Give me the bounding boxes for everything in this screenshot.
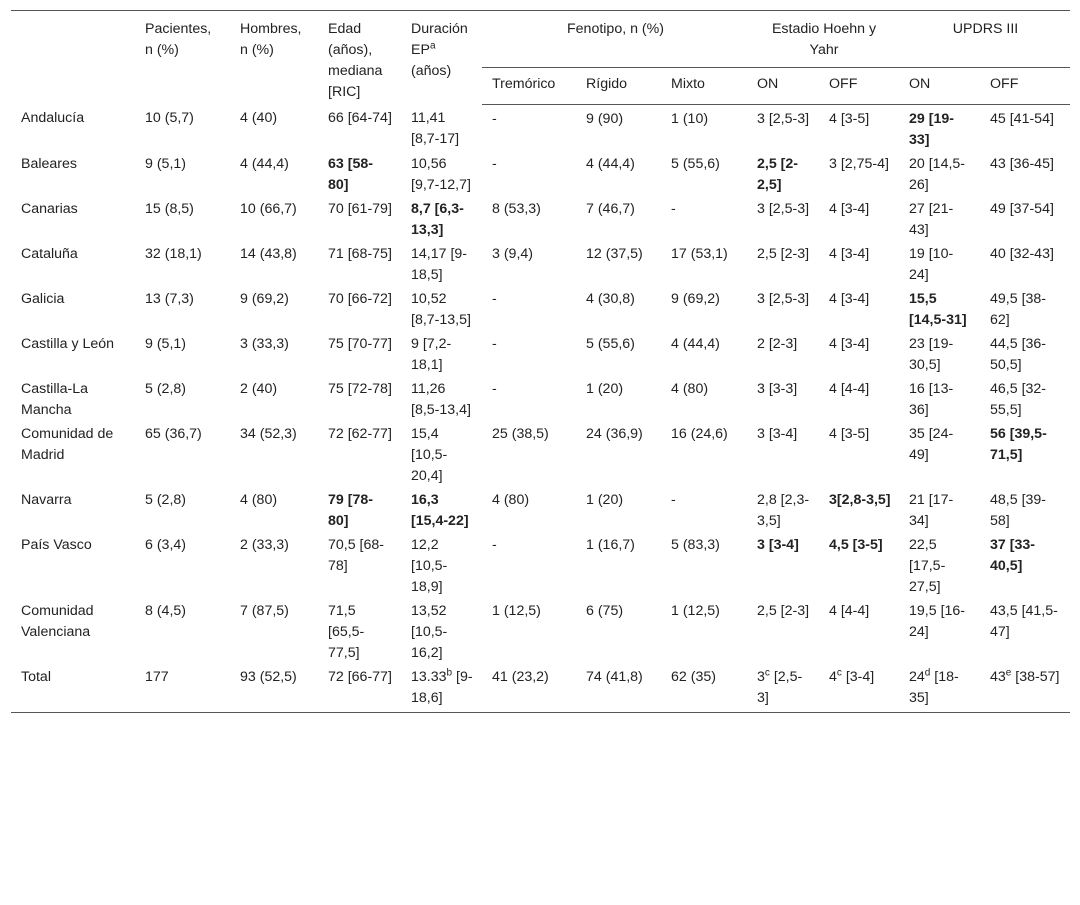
table-container bbox=[11, 10, 1070, 713]
cell-pacientes: 5 (2,8) bbox=[145, 380, 187, 397]
total-hy-on-value: 3 bbox=[757, 668, 765, 685]
cell-tremorico: - bbox=[492, 110, 497, 127]
cell-tremorico: - bbox=[492, 380, 497, 397]
cell-mixto: 4 (80) bbox=[671, 380, 709, 397]
table-row bbox=[11, 377, 1070, 422]
cell-region: Baleares bbox=[21, 155, 77, 172]
cell-hy-on: 2,5 [2-2,5] bbox=[757, 155, 799, 193]
cell-duracion: 16,3 [15,4-22] bbox=[411, 491, 469, 529]
header-pacientes: Pacientes, n (%) bbox=[145, 21, 212, 58]
cell-hombres: 93 (52,5) bbox=[240, 668, 297, 685]
cell-hy-off: 3[2,8-3,5] bbox=[829, 491, 891, 508]
cell-hy-off: 4 [3-5] bbox=[829, 425, 870, 442]
cell-updrs-on: 19 [10-24] bbox=[909, 245, 954, 283]
cell-hy-on: 3 [2,5-3] bbox=[757, 290, 810, 307]
cell-duracion: 15,4 [10,5-20,4] bbox=[411, 425, 448, 484]
cell-tremorico: 4 (80) bbox=[492, 491, 530, 508]
header-updrs-on: ON bbox=[899, 68, 980, 104]
cell-edad: 71,5 [65,5-77,5] bbox=[328, 602, 365, 661]
cell-tremorico: 41 (23,2) bbox=[492, 668, 549, 685]
cell-hombres: 9 (69,2) bbox=[240, 290, 289, 307]
cell-rigido: 24 (36,9) bbox=[586, 425, 643, 442]
cell-hy-on: 3 [3-4] bbox=[757, 536, 799, 553]
cell-hombres: 2 (40) bbox=[240, 380, 278, 397]
total-updrs-off-value: 43 bbox=[990, 668, 1006, 685]
footnote-e: e bbox=[1005, 666, 1012, 678]
cell-region: Castilla y León bbox=[21, 335, 115, 352]
header-hoehn-yahr: Estadio Hoehn y Yahr bbox=[747, 11, 899, 68]
table-row bbox=[11, 104, 1070, 152]
cell-updrs-off: 43,5 [41,5-47] bbox=[990, 602, 1058, 640]
table-row bbox=[11, 287, 1070, 332]
cell-pacientes: 10 (5,7) bbox=[145, 110, 194, 126]
cell-mixto: 5 (83,3) bbox=[671, 536, 720, 553]
table-row bbox=[11, 152, 1070, 197]
header-tremorico: Tremórico bbox=[482, 68, 576, 104]
cell-edad: 70 [61-79] bbox=[328, 200, 392, 217]
cell-updrs-on: 29 [19-33] bbox=[909, 110, 954, 148]
cell-edad: 70,5 [68-78] bbox=[328, 536, 385, 574]
cell-duracion: 11,26 [8,5-13,4] bbox=[411, 380, 471, 418]
cell-duracion: 11,41 [8,7-17] bbox=[411, 110, 460, 147]
cell-edad: 71 [68-75] bbox=[328, 245, 392, 262]
total-hy-on-range: [2,5-3] bbox=[757, 668, 803, 706]
cell-updrs-on: 16 [13-36] bbox=[909, 380, 954, 418]
cell-duracion: 10,52 [8,7-13,5] bbox=[411, 290, 471, 328]
footnote-b: b bbox=[446, 666, 453, 678]
cell-updrs-off: 44,5 [36-50,5] bbox=[990, 335, 1047, 373]
cell-hombres: 2 (33,3) bbox=[240, 536, 289, 553]
cell-hy-off: 4 [3-4] bbox=[829, 290, 870, 307]
cell-updrs-on: 15,5 [14,5-31] bbox=[909, 290, 967, 328]
cell-pacientes: 32 (18,1) bbox=[145, 245, 202, 262]
cell-region: Total bbox=[21, 668, 51, 685]
cell-pacientes: 6 (3,4) bbox=[145, 536, 187, 553]
cell-hombres: 4 (44,4) bbox=[240, 155, 289, 172]
cell-duracion bbox=[401, 665, 482, 713]
cell-duracion: 14,17 [9-18,5] bbox=[411, 245, 468, 283]
header-hy-on: ON bbox=[747, 68, 819, 104]
cell-hy-on bbox=[747, 665, 819, 713]
cell-edad: 63 [58-80] bbox=[328, 155, 373, 193]
cell-rigido: 12 (37,5) bbox=[586, 245, 643, 262]
cell-rigido: 1 (20) bbox=[586, 491, 624, 508]
cell-mixto: 16 (24,6) bbox=[671, 425, 728, 442]
cell-duracion: 9 [7,2-18,1] bbox=[411, 335, 452, 373]
cell-updrs-off: 46,5 [32-55,5] bbox=[990, 380, 1047, 418]
header-hombres: Hombres, n (%) bbox=[240, 21, 302, 58]
table-row bbox=[11, 533, 1070, 599]
footnote-d: d bbox=[924, 666, 931, 678]
cell-pacientes: 9 (5,1) bbox=[145, 155, 187, 172]
cell-rigido: 1 (16,7) bbox=[586, 536, 635, 553]
cell-edad: 79 [78-80] bbox=[328, 491, 373, 529]
cell-pacientes: 13 (7,3) bbox=[145, 290, 194, 307]
cell-hy-off: 4,5 [3-5] bbox=[829, 536, 883, 553]
cell-updrs-off: 49 [37-54] bbox=[990, 200, 1054, 217]
cell-pacientes: 9 (5,1) bbox=[145, 335, 187, 352]
cell-updrs-off bbox=[980, 665, 1070, 713]
cell-rigido: 9 (90) bbox=[586, 110, 624, 127]
header-duracion-footnote: a bbox=[429, 40, 436, 52]
table-row bbox=[11, 422, 1070, 488]
header-hy-off: OFF bbox=[819, 68, 899, 104]
total-updrs-on-range: [18-35] bbox=[909, 668, 959, 706]
cell-region: Andalucía bbox=[21, 110, 85, 126]
cell-tremorico: - bbox=[492, 536, 497, 553]
cell-hy-off: 4 [3-4] bbox=[829, 200, 870, 217]
cell-edad: 72 [66-77] bbox=[328, 668, 392, 685]
cell-updrs-on: 22,5 [17,5-27,5] bbox=[909, 536, 946, 595]
cell-hombres: 4 (40) bbox=[240, 110, 278, 126]
cell-edad: 72 [62-77] bbox=[328, 425, 392, 442]
cell-rigido: 6 (75) bbox=[586, 602, 624, 619]
cell-region: Galicia bbox=[21, 290, 65, 307]
cell-mixto: 4 (44,4) bbox=[671, 335, 720, 352]
table-row bbox=[11, 242, 1070, 287]
cell-pacientes: 177 bbox=[145, 668, 169, 685]
header-updrs-off: OFF bbox=[980, 68, 1070, 104]
cell-updrs-off: 43 [36-45] bbox=[990, 155, 1054, 172]
cell-hy-on: 3 [2,5-3] bbox=[757, 200, 810, 217]
cell-updrs-off: 49,5 [38-62] bbox=[990, 290, 1047, 328]
cell-hombres: 14 (43,8) bbox=[240, 245, 297, 262]
cell-hy-off bbox=[819, 665, 899, 713]
header-edad: Edad (años), mediana [RIC] bbox=[328, 21, 383, 100]
cell-region: Cataluña bbox=[21, 245, 78, 262]
cell-edad: 70 [66-72] bbox=[328, 290, 392, 307]
cell-hombres: 34 (52,3) bbox=[240, 425, 297, 442]
total-updrs-off-range: [38-57] bbox=[1011, 668, 1060, 685]
cell-mixto: 62 (35) bbox=[671, 668, 716, 685]
footnote-c: c bbox=[764, 666, 770, 678]
cell-hy-on: 3 [3-4] bbox=[757, 425, 798, 442]
cell-duracion: 12,2 [10,5-18,9] bbox=[411, 536, 448, 595]
header-updrs: UPDRS III bbox=[899, 11, 1070, 68]
cell-mixto: - bbox=[671, 491, 676, 508]
cell-tremorico: 8 (53,3) bbox=[492, 200, 541, 217]
cell-mixto: 17 (53,1) bbox=[671, 245, 728, 262]
cell-tremorico: 1 (12,5) bbox=[492, 602, 541, 619]
cell-rigido: 4 (44,4) bbox=[586, 155, 635, 172]
cell-updrs-on: 27 [21-43] bbox=[909, 200, 954, 238]
cell-edad: 75 [70-77] bbox=[328, 335, 392, 352]
total-duracion-value: 13.33 bbox=[411, 668, 447, 685]
total-duracion-range: [9-18,6] bbox=[411, 668, 473, 706]
cell-hombres: 10 (66,7) bbox=[240, 200, 297, 217]
cell-hy-on: 2 [2-3] bbox=[757, 335, 798, 352]
cell-updrs-off: 56 [39,5-71,5] bbox=[990, 425, 1047, 463]
cell-edad: 66 [64-74] bbox=[328, 110, 392, 126]
header-region bbox=[11, 11, 135, 105]
header-fenotipo: Fenotipo, n (%) bbox=[482, 11, 747, 68]
cell-region: País Vasco bbox=[21, 536, 92, 553]
cell-pacientes: 65 (36,7) bbox=[145, 425, 202, 442]
cell-rigido: 1 (20) bbox=[586, 380, 624, 397]
header-duracion-unit: (años) bbox=[411, 63, 452, 79]
cell-hy-off: 4 [3-5] bbox=[829, 110, 870, 127]
cell-rigido: 4 (30,8) bbox=[586, 290, 635, 307]
cell-updrs-on bbox=[899, 665, 980, 713]
cell-updrs-on: 23 [19-30,5] bbox=[909, 335, 954, 373]
cell-updrs-on: 20 [14,5-26] bbox=[909, 155, 966, 193]
cell-updrs-off: 40 [32-43] bbox=[990, 245, 1054, 262]
cell-duracion: 13,52 [10,5-16,2] bbox=[411, 602, 448, 661]
table-row bbox=[11, 599, 1070, 665]
cell-tremorico: - bbox=[492, 290, 497, 307]
cell-tremorico: - bbox=[492, 335, 497, 352]
cell-duracion: 10,56 [9,7-12,7] bbox=[411, 155, 471, 193]
cell-pacientes: 15 (8,5) bbox=[145, 200, 194, 217]
cell-hy-on: 2,5 [2-3] bbox=[757, 245, 810, 262]
header-mixto: Mixto bbox=[661, 68, 747, 104]
cell-mixto: 9 (69,2) bbox=[671, 290, 720, 307]
table-body bbox=[11, 104, 1070, 712]
cell-hy-off: 4 [4-4] bbox=[829, 380, 870, 397]
cell-region: Castilla-La Mancha bbox=[21, 380, 89, 418]
table-row bbox=[11, 332, 1070, 377]
cell-mixto: 5 (55,6) bbox=[671, 155, 720, 172]
cell-pacientes: 5 (2,8) bbox=[145, 491, 187, 508]
cell-hy-off: 4 [4-4] bbox=[829, 602, 870, 619]
cell-edad: 75 [72-78] bbox=[328, 380, 392, 397]
cell-rigido: 7 (46,7) bbox=[586, 200, 635, 217]
cell-mixto: 1 (10) bbox=[671, 110, 709, 127]
cell-region: Canarias bbox=[21, 200, 78, 217]
cell-rigido: 74 (41,8) bbox=[586, 668, 643, 685]
data-table bbox=[11, 10, 1070, 713]
cell-pacientes: 8 (4,5) bbox=[145, 602, 187, 619]
cell-hy-on: 3 [3-3] bbox=[757, 380, 798, 397]
cell-hombres: 4 (80) bbox=[240, 491, 278, 508]
cell-updrs-off: 37 [33-40,5] bbox=[990, 536, 1035, 574]
cell-tremorico: 3 (9,4) bbox=[492, 245, 534, 262]
cell-tremorico: - bbox=[492, 155, 497, 172]
cell-hombres: 7 (87,5) bbox=[240, 602, 289, 619]
cell-hy-off: 3 [2,75-4] bbox=[829, 155, 889, 172]
cell-updrs-on: 35 [24-49] bbox=[909, 425, 954, 463]
cell-region: Navarra bbox=[21, 491, 72, 508]
total-updrs-on-value: 24 bbox=[909, 668, 925, 685]
cell-updrs-on: 19,5 [16-24] bbox=[909, 602, 966, 640]
cell-hy-on: 2,5 [2-3] bbox=[757, 602, 810, 619]
header-rigido: Rígido bbox=[576, 68, 661, 104]
cell-mixto: 1 (12,5) bbox=[671, 602, 720, 619]
cell-updrs-on: 21 [17-34] bbox=[909, 491, 954, 529]
cell-tremorico: 25 (38,5) bbox=[492, 425, 549, 442]
total-row bbox=[11, 665, 1070, 713]
cell-hy-on: 3 [2,5-3] bbox=[757, 110, 810, 127]
cell-hy-off: 4 [3-4] bbox=[829, 335, 870, 352]
cell-region: Comunidad de Madrid bbox=[21, 425, 114, 463]
total-hy-off-range: [3-4] bbox=[841, 668, 875, 685]
cell-region: Comunidad Valenciana bbox=[21, 602, 94, 640]
cell-duracion: 8,7 [6,3-13,3] bbox=[411, 200, 464, 238]
cell-mixto: - bbox=[671, 200, 676, 217]
table-row bbox=[11, 197, 1070, 242]
header-duracion bbox=[401, 11, 482, 105]
header-duracion-text: Duración EP bbox=[411, 21, 468, 58]
cell-hy-off: 4 [3-4] bbox=[829, 245, 870, 262]
cell-hy-on: 2,8 [2,3-3,5] bbox=[757, 491, 810, 529]
cell-hombres: 3 (33,3) bbox=[240, 335, 289, 352]
total-hy-off-value: 4 bbox=[829, 668, 837, 685]
cell-rigido: 5 (55,6) bbox=[586, 335, 635, 352]
cell-updrs-off: 48,5 [39-58] bbox=[990, 491, 1047, 529]
table-row bbox=[11, 488, 1070, 533]
cell-updrs-off: 45 [41-54] bbox=[990, 110, 1054, 127]
footnote-c: c bbox=[836, 666, 842, 678]
